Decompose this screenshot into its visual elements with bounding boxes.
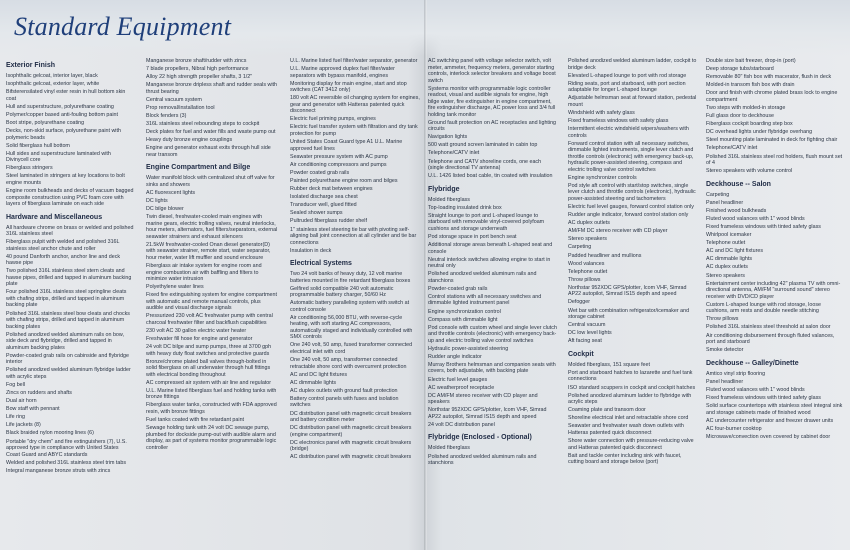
equipment-item: U.L. Marine approved duplex fuel filter/water separators with bypass manifold, engines bbox=[290, 66, 395, 79]
equipment-item: Elevated L-shaped lounge to port with rod storage bbox=[568, 72, 687, 79]
equipment-item: Sealed shower sumps bbox=[290, 210, 343, 217]
equipment-item: Port and starboard hatches to lazarette and fuel tank connections bbox=[568, 369, 693, 383]
equipment-item: Navigation lights bbox=[428, 134, 468, 141]
equipment-item: DC distribution panel with magnetic circuit breakers (engine compartment) bbox=[290, 425, 412, 438]
column-3 bbox=[290, 58, 420, 462]
equipment-item: Manganese bronze shaft/rudder with zincs bbox=[146, 58, 247, 64]
equipment-item: Prop removal/installation tool bbox=[146, 104, 215, 111]
equipment-item: Removable 80" fish box with macerator, flush in deck bbox=[706, 74, 832, 81]
equipment-item: Bifsterensilated vinyl ester resin in hull bottom skin coat bbox=[6, 89, 126, 102]
equipment-item: AC undercounter refrigerator and freezer drawer units bbox=[706, 417, 834, 424]
equipment-item: 316L stainless steel rebounding steps to cockpit bbox=[146, 121, 260, 128]
equipment-item: 7 blade propellers, Nibral high performance bbox=[146, 66, 249, 73]
equipment-item: Fluted wood valances with 1" wood blinds bbox=[706, 215, 805, 222]
equipment-item: 24 volt DC bilge and sump pumps, three at 3700 gph with heavy duty float switches and protective guards bbox=[146, 344, 272, 357]
equipment-item: Control stations with all necessary switches and dimmable lighted instrument panel bbox=[428, 293, 542, 307]
section-heading: Exterior Finish bbox=[6, 62, 56, 69]
equipment-item: Smoke detector bbox=[706, 347, 744, 354]
equipment-item: Heavy duty bronze engine couplings bbox=[146, 137, 233, 144]
equipment-item: Whirlpool icemaker bbox=[706, 232, 752, 239]
equipment-item: Deck plates for fuel and water fills and waste pump out bbox=[146, 129, 276, 136]
equipment-item: Fiberglass water tanks, constructed with FDA approved resin, with bronze fittings bbox=[146, 402, 277, 415]
equipment-item: Sewage holding tank with 24 volt DC sewage pump, plumbed for dockside pump-out with audible alarm and display, as part of systems monitor programmable logic controller bbox=[146, 425, 277, 451]
equipment-item: Polished anodized welded aluminum rails and stanchions bbox=[428, 271, 537, 284]
equipment-item: Finished wood bulkheads bbox=[706, 207, 767, 214]
equipment-item: AC weatherproof receptacle bbox=[428, 384, 495, 391]
equipment-item: Black braided nylon mooring lines (6) bbox=[6, 430, 94, 437]
equipment-item: Block fenders (3) bbox=[146, 113, 187, 120]
equipment-item: Windshield with safety glass bbox=[568, 109, 635, 116]
equipment-item: Pod console with custom wheel and single lever clutch and throttle controls (electronic) with emergency back-up and electric trolling valve control switches bbox=[428, 324, 557, 344]
equipment-item: Aft facing seat bbox=[568, 338, 602, 345]
equipment-item: Fixed frameless windows with safety glass bbox=[568, 117, 669, 124]
equipment-item: Steel mounting plate laminated in deck for fighting chair bbox=[706, 137, 838, 144]
equipment-item: Alloy 22 high strength propeller shafts, 3 1/2" bbox=[146, 74, 253, 81]
equipment-item: AC switching panel with voltage selector switch, volt meter, ammeter, frequency meters, generator starting controls, interlock selector breakers and voltage boost switch bbox=[428, 58, 556, 84]
section-heading: Flybridge (Enclosed - Optional) bbox=[428, 434, 532, 442]
equipment-item: Defogger bbox=[568, 299, 590, 306]
equipment-item: Wood valances bbox=[568, 260, 605, 267]
equipment-item: Twin diesel, freshwater-cooled main engines with marine gears, electric trolling valves, neutral interlocks, hour meters, alternators, fuel filters/separators, external seawater strainers and exhaust silencers bbox=[146, 214, 278, 240]
equipment-item: Isolated discharge sea chest bbox=[290, 194, 358, 201]
equipment-item: U.L. Marine listed fiberglass fuel and holding tanks with bronze fittings bbox=[146, 387, 277, 401]
equipment-item: Molded fiberglass bbox=[428, 445, 470, 452]
equipment-item: Electric fuel level gauges, forward control station only bbox=[568, 203, 694, 210]
equipment-item: DC lights bbox=[146, 198, 168, 205]
equipment-item: Polyethylene water lines bbox=[146, 284, 204, 291]
equipment-item: Four polished 316L stainless steel springline cleats with chafing strips, drilled and tapped in aluminum backing plate bbox=[6, 289, 127, 309]
equipment-item: 180 volt AC reversible oil changing system for engines, gear and generator with Hatteras patented quick disconnect bbox=[290, 95, 420, 115]
equipment-item: Riding seats, port and starboard, with port section adaptable for longer L-shaped lounge bbox=[568, 80, 686, 94]
equipment-item: Polished anodized welded aluminum ladder, cockpit to bridge deck bbox=[568, 58, 697, 71]
equipment-item: Engine synchronizer controls bbox=[568, 174, 637, 181]
equipment-item: 1" stainless steel steering tie bar with pivoting self-aligning ball joint connection at all cylinder and tie bar connections bbox=[290, 226, 417, 246]
equipment-item: Dual air horn bbox=[6, 398, 37, 405]
equipment-item: Bow staff with pennant bbox=[6, 406, 60, 413]
equipment-item: Compass with dimmable light bbox=[428, 316, 498, 323]
equipment-item: Integral manganese bronze struts with zincs bbox=[6, 467, 111, 474]
equipment-item: Stereo speakers bbox=[568, 236, 607, 243]
equipment-item: AC fluorescent lights bbox=[146, 190, 196, 197]
equipment-item: Deep storage tubs/starboard bbox=[706, 66, 774, 73]
equipment-item: Fiberglass pulpit with welded and polished 316L stainless steel anchor chute and roller bbox=[6, 239, 120, 252]
page-title: Standard Equipment bbox=[14, 12, 232, 41]
page-spine bbox=[424, 0, 427, 550]
equipment-item: Ground fault protection on AC receptacles and lighting circuits bbox=[428, 119, 557, 133]
equipment-item: Custom L-shaped lounge with rod storage, loose cushions, arm rests and double needle stitching bbox=[706, 301, 821, 315]
equipment-item: Door and finish with chrome plated brass lock to engine compartment bbox=[706, 90, 838, 103]
equipment-item: Decks, non-skid surface, polyurethane paint with polymeric beads bbox=[6, 128, 121, 141]
equipment-item: Two steps with molded-in storage bbox=[706, 104, 786, 111]
equipment-item: Northstar 952XDC GPS/plotter, Icom VHF, Simrad AP22 autopilot, Simrad IS15 depth and speed bbox=[428, 407, 547, 420]
equipment-item: Zincs on rudders and shafts bbox=[6, 389, 72, 396]
equipment-item: Polymer/copper based anti-fouling bottom paint bbox=[6, 111, 118, 118]
equipment-item: DC electronics panel with magnetic circuit breakers (bridge) bbox=[290, 439, 412, 453]
equipment-item: Two polished 316L stainless steel stern cleats and hawse pipes, drilled and tapped in aluminum backing plate bbox=[6, 268, 132, 288]
equipment-item: Telephone/CATV inlet bbox=[706, 145, 758, 152]
equipment-item: Intermittent electric windshield wipers/washers with controls bbox=[568, 126, 689, 139]
equipment-item: AC duplex outlets bbox=[706, 264, 748, 271]
equipment-item: Gelfired solid compatible 240 volt automatic programmable battery charger, 50/60 Hz bbox=[290, 285, 394, 299]
section-heading: Flybridge bbox=[428, 185, 460, 193]
equipment-item: Polished anodized welded aluminum rails and stanchions bbox=[428, 453, 537, 467]
equipment-item: Stereo speakers bbox=[706, 272, 745, 279]
equipment-item: Hull sides and superstructure laminated with Divinycell core bbox=[6, 150, 111, 164]
equipment-item: Telephone outlet bbox=[568, 268, 608, 275]
equipment-item: All hardware chrome on brass or welded and polished 316L stainless steel bbox=[6, 224, 134, 238]
equipment-item: Isophthalic gelcoat, interior layer, black bbox=[6, 73, 98, 79]
equipment-item: Central vacuum system bbox=[146, 96, 202, 103]
equipment-item: Pressurized 230 volt AC freshwater pump with central charcoal freshwater filter and backflush capabilities bbox=[146, 313, 273, 326]
equipment-item: Air conditioning disbursement through fluted valances, port and starboard bbox=[706, 332, 835, 346]
equipment-item: AC four-burner cooktop bbox=[706, 425, 762, 432]
equipment-item: Welded and polished 316L stainless steel trim tabs bbox=[6, 459, 127, 466]
equipment-item: Additional storage areas beneath L-shaped seat and console bbox=[428, 242, 553, 255]
equipment-item: 40 pound Danforth anchor, anchor line and deck hawse pipe bbox=[6, 253, 121, 267]
equipment-item: Steel laminated in stringers at key locations to bolt engine mounts bbox=[6, 173, 125, 186]
equipment-item: Carpeting bbox=[706, 191, 730, 198]
equipment-item: Polished anodized welded aluminum flybridge ladder with acrylic steps bbox=[6, 367, 131, 380]
equipment-item: Engine room bulkheads and decks of vacuum bagged composite construction using PVC foam core with layers of fiberglass laminate on each side bbox=[6, 188, 134, 208]
column-5 bbox=[568, 58, 698, 467]
equipment-item: Solid fiberglass hull bottom bbox=[6, 142, 70, 149]
column-2 bbox=[146, 58, 278, 453]
equipment-item: Hull and superstructure, polyurethane coating bbox=[6, 103, 114, 110]
equipment-item: U.L. Marine listed fuel filter/water separator, generator bbox=[290, 58, 418, 64]
equipment-item: Coaming plate and transom door bbox=[568, 407, 646, 414]
equipment-item: Wet bar with combination refrigerator/icemaker and storage cabinet bbox=[568, 307, 690, 321]
equipment-item: U.L. 1426 listed boat cable, tin coated with insulation bbox=[428, 173, 553, 180]
equipment-item: Manganese bronze dripless shaft and rudder seals with thrust bearing bbox=[146, 82, 277, 95]
equipment-item: Adjustable helmsman seat at forward station, pedestal mount bbox=[568, 95, 697, 108]
equipment-item: Electric fuel priming pumps, engines bbox=[290, 116, 376, 123]
equipment-item: Polished anodized aluminum ladder to flybridge with acrylic steps bbox=[568, 392, 692, 406]
section-heading: Engine Compartment and Bilge bbox=[146, 164, 251, 172]
equipment-item: Throw pillows bbox=[706, 316, 739, 323]
equipment-item: Molded fiberglass, 151 square feet bbox=[568, 361, 650, 368]
equipment-item: Electric fuel transfer system with filtration and dry tank protection for pump bbox=[290, 124, 418, 137]
equipment-item: Insulation in deck bbox=[290, 247, 332, 254]
equipment-item: Molded-in transom fish box with drain bbox=[706, 82, 795, 89]
equipment-item: Pod style aft control with start/stop switches, single lever clutch and throttle controls (electronic), hydraulic power-assisted steering and tachometers bbox=[568, 182, 696, 202]
equipment-item: Panel headliner bbox=[706, 378, 744, 385]
equipment-item: Painted polyurethane engine room and bilges bbox=[290, 177, 398, 184]
section-heading: Deckhouse -- Galley/Dinette bbox=[706, 359, 799, 367]
equipment-item: Automatic battery paralleling system with switch at control console bbox=[290, 300, 410, 313]
section-heading: Hardware and Miscellaneous bbox=[6, 213, 103, 221]
section-heading: Deckhouse -- Salon bbox=[706, 180, 771, 188]
equipment-item: Panel headliner bbox=[706, 199, 744, 206]
equipment-item: Double size bait freezer, drop-in (port) bbox=[706, 58, 796, 64]
equipment-item: Monitoring display for main engine, start and stop switches (CAT 3412 only) bbox=[290, 80, 407, 94]
equipment-item: Fiberglass air intake system for engine room and engine combustion air with baffling and filters to minimize water intrusion bbox=[146, 263, 262, 282]
equipment-item: Fiberglass cockpit boarding step box bbox=[706, 121, 793, 128]
equipment-item: 500 watt ground screen laminated in cabin top bbox=[428, 142, 538, 149]
equipment-item: Entertainment center including 42" plasma TV with omni-directional antenna, AM/FM "surround sound" stereo receiver with DVD/CD player bbox=[706, 280, 841, 300]
equipment-item: Polished anodized welded aluminum rails on bow, side deck and flybridge, drilled and tapped in aluminum backing plates bbox=[6, 331, 124, 351]
equipment-item: Molded fiberglass bbox=[428, 196, 470, 203]
equipment-item: Engine synchronization control bbox=[428, 308, 501, 315]
equipment-item: Systems monitor with programmable logic controller readout, visual and audible signals for engine, high bilge water, fire extinguisher in engine compartment, fire extinguisher discharge, AC power loss and 3/4 full holding tank monitor bbox=[428, 85, 556, 118]
equipment-item: Shore water connection with pressure-reducing valve and Hatteras patented quick disconnect bbox=[568, 438, 694, 451]
equipment-item: Boot stripe, polyurethane coating bbox=[6, 119, 85, 126]
equipment-item: AC duplex outlets with ground fault protection bbox=[290, 387, 398, 394]
equipment-item: Rudder angle indicator bbox=[428, 353, 482, 360]
equipment-item: Straight lounge to port and L-shaped lounge to starboard with removable vinyl-covered polyfoam cushions and storage underneath bbox=[428, 212, 545, 232]
equipment-item: Telephone and CATV shoreline cords, one each (single directional TV antenna) bbox=[428, 158, 542, 172]
equipment-item: Fixed fire extinguishing system for engine compartment with automatic and remote manual controls, plus audible and visual discharge signals bbox=[146, 292, 277, 312]
equipment-item: Pod storage space in port bench seat bbox=[428, 233, 517, 240]
equipment-item: AM/FM DC stereo receiver with CD player bbox=[568, 228, 668, 235]
equipment-item: Life ring bbox=[6, 414, 26, 421]
equipment-item: Fiberglass stringers bbox=[6, 165, 53, 172]
equipment-item: Padded headliner and mullions bbox=[568, 252, 642, 259]
equipment-item: Air conditioning compressors and pumps bbox=[290, 161, 387, 168]
equipment-item: Central vacuum bbox=[568, 322, 606, 329]
equipment-item: Portable "dry chem" and fire extinguishers (7), U.S. approved type in compliance with United States Coast Guard and ABYC standards bbox=[6, 438, 127, 458]
equipment-item: Electric fuel level gauges bbox=[428, 376, 488, 383]
equipment-item: Telephone outlet bbox=[706, 240, 746, 247]
equipment-item: Murray Brothers helmsman and companion seats with covers, both adjustable, with backing plate bbox=[428, 361, 556, 375]
equipment-item: Transducer well, glued fitted bbox=[290, 202, 357, 209]
equipment-item: DC AM/FM stereo receiver with CD player and speakers bbox=[428, 392, 538, 406]
equipment-item: AC dimmable lights bbox=[290, 379, 337, 386]
equipment-item: Bronze/chrome plated ball valves through-bolted in solid fiberglass on all underwater through hull fittings with electrical bonding throughout bbox=[146, 358, 271, 378]
equipment-item: Air conditioning 56,000 BTU, with reverse-cycle heating, with soft starting AC compressors, automatically staged and individually controlled with SMX controls bbox=[290, 314, 413, 341]
equipment-item: One 240 volt, 50 amp, fused transformer connected electrical inlet with cord bbox=[290, 342, 413, 355]
equipment-item: Telephone/CATV inlet bbox=[428, 150, 480, 157]
equipment-item: 21.5kW freshwater-cooled Onan diesel generator(D) with seawater strainer, remote start, water separator, hour meter, water lift muffler and sound enclosure bbox=[146, 241, 271, 261]
equipment-item: Fluted wood valances with 1" wood blinds bbox=[706, 386, 805, 393]
equipment-item: Fuel tanks coated with fire retardant paint bbox=[146, 417, 245, 424]
equipment-item: Powder-coated grab rails bbox=[428, 285, 488, 292]
column-6 bbox=[706, 58, 844, 442]
equipment-item: Microwave/convection oven covered by cabinet door bbox=[706, 433, 831, 440]
equipment-item: Rudder angle indicator, forward control station only bbox=[568, 212, 689, 219]
equipment-item: AC duplex outlets bbox=[568, 220, 610, 227]
equipment-item: AC compressed air system with air line and regulator bbox=[146, 379, 272, 386]
equipment-item: Carpeting bbox=[568, 244, 592, 251]
equipment-item: Forward control station with all necessary switches, dimmable lighted instruments, single lever clutch and throttle controls (electronic) with emergency back-up, hydraulic power-assisted steering, compass and electric trolling valve control switches bbox=[568, 140, 694, 173]
equipment-item: Bait and tackle center including sink with faucet, cutting board and storage below (port) bbox=[568, 452, 682, 466]
equipment-item: ISO standard scuppers in cockpit and cockpit hatches bbox=[568, 384, 696, 391]
equipment-item: Stereo speakers with volume control bbox=[706, 168, 793, 175]
equipment-item: DC bilge blower bbox=[146, 206, 184, 213]
equipment-item: Neutral interlock switches allowing engine to start in neutral only bbox=[428, 256, 551, 270]
equipment-item: Top-loading insulated drink box bbox=[428, 204, 502, 211]
equipment-item: Polished 316L stainless steel threshold at salon door bbox=[706, 324, 831, 331]
equipment-item: DC low level lights bbox=[568, 330, 612, 337]
equipment-item: United States Coast Guard type A1 U.L. Marine approved fuel lines bbox=[290, 139, 403, 152]
section-heading: Cockpit bbox=[568, 350, 594, 358]
equipment-item: DC overhead lights under flybridge overhang bbox=[706, 129, 813, 136]
equipment-item: Throw pillows bbox=[568, 276, 601, 283]
equipment-item: DC distribution panel with magnetic circuit breakers and battery condition meter bbox=[290, 410, 412, 424]
equipment-item: Powder-coated grab rails on cabinside and flybridge interior bbox=[6, 352, 129, 366]
equipment-item: Fog bell bbox=[6, 381, 26, 388]
equipment-item: Fixed frameless windows with tinted safety glass bbox=[706, 224, 821, 230]
equipment-item: Two 24 volt banks of heavy duty, 12 volt marine batteries mounted in fire retardant fiberglass boxes bbox=[290, 271, 411, 284]
section-heading: Electrical Systems bbox=[290, 260, 352, 268]
equipment-item: Northstar 952XDC GPS/plotter, Icom VHF, Simrad AP22 autopilot, Simrad IS15 depth and speed bbox=[568, 284, 687, 298]
equipment-item: Solid surface countertops with stainless steel integral sink and storage cabinets made of finished wood bbox=[706, 403, 843, 416]
equipment-item: Freshwater fill hose for engine and generator bbox=[146, 335, 253, 342]
equipment-item: Full glass door to deckhouse bbox=[706, 113, 775, 120]
column-1 bbox=[6, 58, 134, 476]
equipment-item: Powder coated grab rails bbox=[290, 169, 350, 176]
equipment-item: Seawater pressure system with AC pump bbox=[290, 153, 388, 160]
equipment-item: 230 volt AC 30 gallon electric water heater bbox=[146, 327, 247, 334]
equipment-item: Water manifold block with centralized shut off valve for sinks and showers bbox=[146, 175, 275, 188]
equipment-item: One 240 volt, 50 amp, transformer connected retractable shore cord with overcurrent protection bbox=[290, 357, 407, 370]
equipment-item: Life jackets (8) bbox=[6, 422, 41, 429]
equipment-item: Isophthalic gelcoat, exterior layer, white bbox=[6, 81, 100, 88]
equipment-item: Pultruded fiberglass rudder shelf bbox=[290, 218, 367, 225]
equipment-item: Amtico vinyl strip flooring bbox=[706, 370, 766, 377]
equipment-item: Seawater and freshwater wash down outlets with Hatteras patented quick disconnect bbox=[568, 423, 684, 436]
equipment-item: 24 volt DC distribution panel bbox=[428, 421, 495, 428]
equipment-item: AC dimmable lights bbox=[706, 256, 753, 263]
equipment-item: AC and DC light fixtures bbox=[706, 248, 764, 255]
equipment-item: Battery control panels with fuses and isolation switches bbox=[290, 395, 399, 409]
column-4 bbox=[428, 58, 558, 468]
equipment-item: Hydraulic power-assisted steering bbox=[428, 345, 509, 352]
equipment-item: Engine and generator exhaust exits through hull side near transom bbox=[146, 145, 271, 158]
equipment-item: AC and DC light fixtures bbox=[290, 371, 348, 378]
equipment-item: Fixed frameless windows with tinted safety glass bbox=[706, 394, 821, 401]
equipment-item: Polished 316L stainless steel rod holders, flush mount set of 4 bbox=[706, 153, 843, 167]
equipment-item: AC distribution panel with magnetic circuit breakers bbox=[290, 454, 412, 461]
equipment-item: Shoreline electrical inlet and retractable shore cord bbox=[568, 415, 689, 422]
equipment-item: Polished 316L stainless steel bow cleats and chocks with chafing strips, drilled and tapped in aluminum backing plates bbox=[6, 310, 130, 330]
equipment-item: Rubber deck mat between engines bbox=[290, 186, 373, 193]
